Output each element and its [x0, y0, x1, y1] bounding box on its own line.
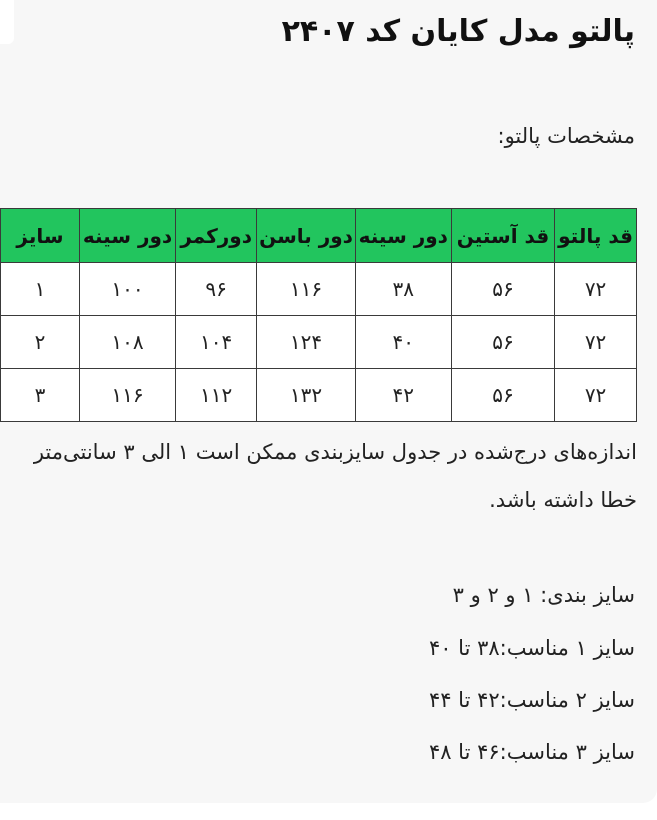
table-cell: ۱۱۶: [257, 263, 356, 316]
section-heading: مشخصات پالتو:: [497, 124, 635, 148]
table-header-row: [1, 209, 637, 263]
table-cell: ۷۲: [555, 263, 637, 316]
size-table: [0, 208, 637, 422]
table-cell: ۴۲: [355, 369, 451, 422]
table-cell: ۵۶: [451, 263, 554, 316]
table-cell: ۷۲: [555, 316, 637, 369]
corner-marker: [0, 0, 14, 44]
size-2-fit: سایز ۲ مناسب:۴۲ تا ۴۴: [428, 688, 635, 712]
header-chest-2: دور سینه: [80, 209, 176, 263]
table-row: [1, 369, 637, 422]
table-cell: ۱۰۸: [80, 316, 176, 369]
sizing-summary: سایز بندی: ۱ و ۲ و ۳: [452, 583, 635, 607]
measurement-note: اندازه‌های درج‌شده در جدول سایزبندی ممکن است ۱ الی ۳ سانتی‌متر خطا داشته باشد.: [33, 440, 637, 512]
header-size: سایز: [1, 209, 80, 263]
table-cell: ۱۱۲: [176, 369, 257, 422]
table-cell: ۱: [1, 263, 80, 316]
header-coat-length: قد پالتو: [555, 209, 637, 263]
table-cell: ۹۶: [176, 263, 257, 316]
size-3-fit: سایز ۳ مناسب:۴۶ تا ۴۸: [428, 740, 635, 764]
table-cell: ۳۸: [355, 263, 451, 316]
table-cell: ۳: [1, 369, 80, 422]
page-title: پالتو مدل کایان کد ۲۴۰۷: [281, 14, 635, 49]
table-cell: ۱۲۴: [257, 316, 356, 369]
table-cell: ۵۶: [451, 369, 554, 422]
table-cell: ۱۱۶: [80, 369, 176, 422]
table-cell: ۱۳۲: [257, 369, 356, 422]
table-cell: ۵۶: [451, 316, 554, 369]
table-row: [1, 316, 637, 369]
header-waist: دورکمر: [176, 209, 257, 263]
table-cell: ۷۲: [555, 369, 637, 422]
table-row: [1, 263, 637, 316]
header-chest: دور سینه: [355, 209, 451, 263]
header-hip: دور باسن: [257, 209, 356, 263]
header-sleeve-length: قد آستین: [451, 209, 554, 263]
size-1-fit: سایز ۱ مناسب:۳۸ تا ۴۰: [428, 636, 635, 660]
table-cell: ۱۰۴: [176, 316, 257, 369]
table-cell: ۲: [1, 316, 80, 369]
table-cell: ۴۰: [355, 316, 451, 369]
table-cell: ۱۰۰: [80, 263, 176, 316]
